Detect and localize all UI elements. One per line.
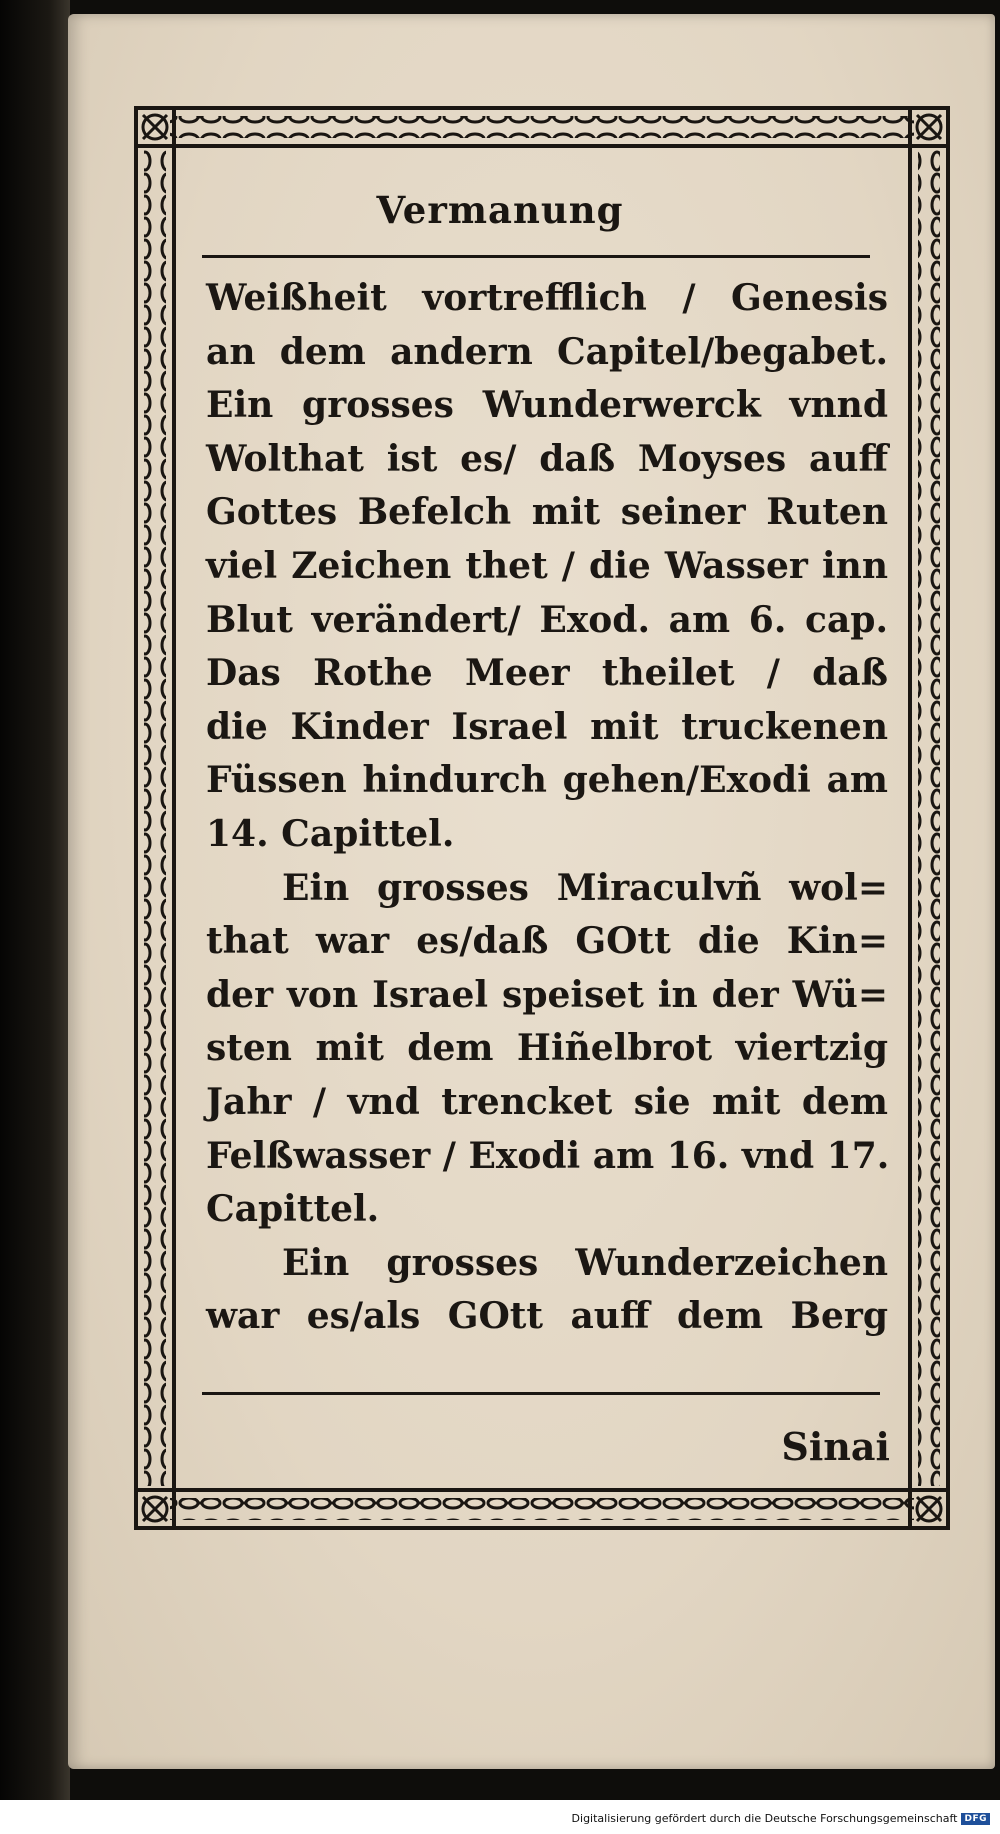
text-line: war es/als GOtt auff dem Berg (206, 1295, 888, 1338)
text-line: 14. Capittel. (206, 812, 455, 855)
credit-text: Digitalisierung gefördert durch die Deutsche Forschungsgemeinschaft (571, 1812, 958, 1825)
text-line: Felßwasser / Exodi am 16. vnd 17. (206, 1134, 890, 1177)
text-line: Ein grosses Wunderwerck vnnd (206, 384, 888, 427)
text-line: an dem andern Capitel/begabet. (206, 330, 888, 373)
text-line: sten mit dem Hiñelbrot viertzig (206, 1027, 888, 1070)
text-line: der von Israel speiset in der Wü= (206, 973, 888, 1016)
header-rule (202, 255, 870, 258)
text-line: Das Rothe Meer theilet / daß (206, 652, 888, 695)
paragraph-start-line: Ein grosses Wunderzeichen (282, 1241, 888, 1284)
text-line: viel Zeichen thet / die Wasser inn (206, 544, 888, 587)
text-line: Gottes Befelch mit seiner Ruten (206, 491, 888, 534)
dfg-logo: DFG (961, 1813, 990, 1825)
text-line: Füssen hindurch gehen/Exodi am (206, 759, 888, 802)
text-line: Jahr / vnd trencket sie mit dem (206, 1080, 888, 1123)
text-line: Weißheit vortrefflich / Genesis (206, 277, 888, 319)
page-header: Vermanung (376, 188, 624, 232)
digitization-credit (572, 1812, 990, 1825)
text-line: that war es/daß GOtt die Kin= (206, 920, 888, 963)
body-text (206, 272, 888, 1344)
footer-rule (202, 1392, 880, 1395)
text-line: die Kinder Israel mit truckenen (206, 705, 888, 748)
catchword: Sinai (781, 1424, 890, 1469)
paragraph-start-line: Ein grosses Miraculvñ wol= (282, 866, 888, 909)
text-line: Wolthat ist es/ daß Moyses auff (206, 437, 888, 480)
text-line: Blut verändert/ Exod. am 6. cap. (206, 598, 888, 641)
text-line: Capittel. (206, 1188, 380, 1231)
book-edge-shadow (0, 0, 70, 1834)
